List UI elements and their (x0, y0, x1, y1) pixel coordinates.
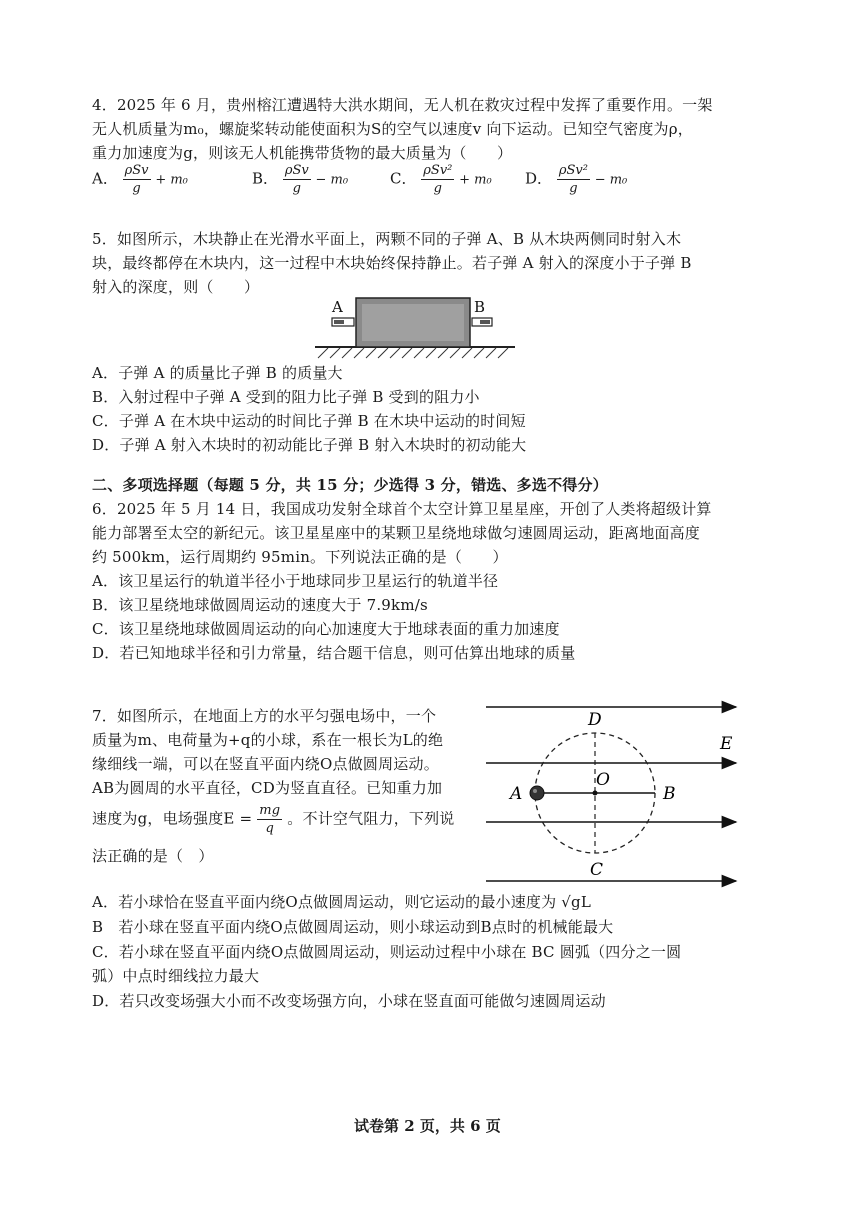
q4-line-2: 无人机质量为m₀，螺旋桨转动能使面积为S的空气以速度v 向下运动。已知空气密度为ρ， (92, 120, 693, 138)
q4-option-d[interactable]: D． $\frac{\text{ρSv²}}{g}$ − m₀ (525, 163, 628, 196)
charged-ball (530, 786, 544, 800)
label-o: O (596, 770, 610, 790)
q5-option-d[interactable]: D．子弹 A 射入木块时的初动能比子弹 B 射入木块时的初动能大 (92, 436, 527, 454)
q5-option-a[interactable]: A．子弹 A 的质量比子弹 B 的质量大 (92, 364, 343, 382)
q4-line-1: 4．2025 年 6 月，贵州榕江遭遇特大洪水期间，无人机在救灾过程中发挥了重要作用。一架 (92, 96, 713, 114)
q7-line-1: 7．如图所示，在地面上方的水平匀强电场中，一个 (92, 707, 437, 725)
page-footer: 试卷第 2 页，共 6 页 (354, 1117, 501, 1135)
q7-line-2: 质量为m、电荷量为+q的小球，系在一根长为L的绝 (92, 731, 444, 749)
fraction: $\frac{\text{ρSv²}}{g}$ (558, 163, 588, 196)
label-e: E (720, 734, 733, 754)
q7-option-c[interactable]: C．若小球在竖直平面内绕O点做圆周运动，则运动过程中小球在 BC 圆弧（四分之一圆 (92, 943, 682, 961)
q6-option-d[interactable]: D．若已知地球半径和引力常量，结合题干信息，则可估算出地球的质量 (92, 644, 576, 662)
q7-line-6: 法正确的是（ ） (92, 847, 214, 865)
q7-option-d[interactable]: D．若只改变场强大小而不改变场强方向，小球在竖直面可能做匀速圆周运动 (92, 992, 606, 1010)
fraction: $\frac{\text{ρSv}}{g}$ (124, 163, 149, 196)
q7-line-5: 速度为g，电场强度E = $\frac{mg}{q}$ 。不计空气阻力，下列说 (92, 803, 455, 836)
q5-line-2: 块，最终都停在木块内，这一过程中木块始终保持静止。若子弹 A 射入的深度小于子弹 B (92, 254, 692, 272)
fraction: $\frac{\text{ρSv²}}{g}$ (423, 163, 453, 196)
q5-line-1: 5．如图所示，木块静止在光滑水平面上，两颗不同的子弹 A、B 从木块两侧同时射入木 (92, 230, 682, 248)
ground-hatching (318, 348, 508, 358)
field-fraction: $\frac{mg}{q}$ (259, 803, 281, 836)
q7-option-a[interactable]: A．若小球恰在竖直平面内绕O点做圆周运动，则它运动的最小速度为 √gL (92, 893, 592, 911)
block-bullets-figure (310, 292, 520, 362)
q6-option-b[interactable]: B．该卫星绕地球做圆周运动的速度大于 7.9km/s (92, 596, 428, 614)
q5-option-b[interactable]: B．入射过程中子弹 A 受到的阻力比子弹 B 受到的阻力小 (92, 388, 480, 406)
q4-option-b[interactable]: B． $\frac{\text{ρSv}}{g}$ − m₀ (252, 163, 349, 196)
electric-field-figure (480, 695, 750, 890)
label-c: C (590, 860, 604, 880)
label-a: A (332, 298, 343, 316)
q7-line-3: 缘细线一端，可以在竖直平面内绕O点做圆周运动。 (92, 755, 439, 773)
q5-line-3: 射入的深度，则（ ） (92, 278, 260, 296)
fraction: $\frac{\text{ρSv}}{g}$ (284, 163, 309, 196)
q5-option-c[interactable]: C．子弹 A 在木块中运动的时间比子弹 B 在木块中运动的时间短 (92, 412, 526, 430)
q4-line-3: 重力加速度为g，则该无人机能携带货物的最大质量为（ ） (92, 144, 513, 162)
q7-line-4: AB为圆周的水平直径，CD为竖直直径。已知重力加 (92, 779, 443, 797)
section-heading: 二、多项选择题（每题 5 分，共 15 分；少选得 3 分，错选、多选不得分） (92, 476, 608, 494)
q7-option-b[interactable]: B 若小球在竖直平面内绕O点做圆周运动，则小球运动到B点时的机械能最大 (92, 918, 614, 936)
label-d: D (588, 710, 602, 730)
label-a: A (510, 784, 523, 804)
q6-option-a[interactable]: A．该卫星运行的轨道半径小于地球同步卫星运行的轨道半径 (92, 572, 499, 590)
center-point (593, 791, 598, 796)
q6-line-2: 能力部署至太空的新纪元。该卫星星座中的某颗卫星绕地球做匀速圆周运动，距离地面高度 (92, 524, 701, 542)
q4-option-c[interactable]: C． $\frac{\text{ρSv²}}{g}$ + m₀ (390, 163, 492, 196)
q7-option-c-cont: 弧）中点时细线拉力最大 (92, 967, 260, 985)
q6-line-3: 约 500km，运行周期约 95min。下列说法正确的是（ ） (92, 548, 508, 566)
label-b: B (663, 784, 676, 804)
label-b: B (474, 298, 486, 316)
q4-option-a[interactable]: A． $\frac{\text{ρSv}}{g}$ + m₀ (92, 163, 188, 196)
q6-line-1: 6．2025 年 5 月 14 日，我国成功发射全球首个太空计算卫星星座，开创了人类将超级计算 (92, 500, 712, 518)
q6-option-c[interactable]: C．该卫星绕地球做圆周运动的向心加速度大于地球表面的重力加速度 (92, 620, 560, 638)
